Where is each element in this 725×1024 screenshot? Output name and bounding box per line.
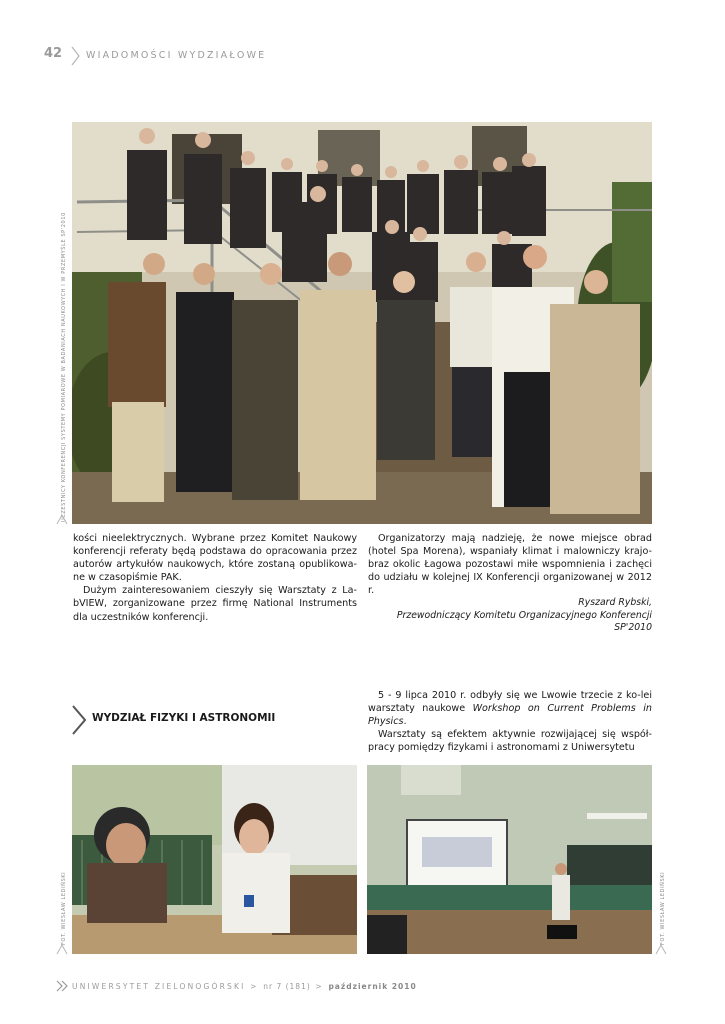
group-photo: [72, 122, 652, 524]
chevron-up-icon: [56, 942, 68, 956]
lecture-photo-left: [72, 765, 357, 954]
paragraph: Dużym zainteresowaniem cieszyły się Warsztaty z La-bVIEW, zorganizowane przez firmę National Instruments dla uczestników konferencji.: [73, 585, 357, 623]
footer: [72, 982, 417, 991]
footer-separator: >: [315, 982, 324, 991]
section2-column: [368, 689, 652, 754]
chevron-right-icon: [70, 704, 88, 736]
chevron-right-icon: [70, 45, 82, 67]
section-title: WYDZIAŁ FIZYKI I ASTRONOMII: [92, 712, 276, 724]
footer-date: październik 2010: [328, 982, 417, 991]
signature-role: Przewodniczący Komitetu Organizacyjnego Konferencji SP'2010: [396, 609, 652, 633]
footer-university: UNIWERSYTET ZIELONOGÓRSKI: [72, 982, 246, 991]
photo-credit: UCZESTNICY KONFERENCJI SYSTEMY POMIAROWE W BADANIACH NAUKOWYCH I W PRZEMYŚLE SP'2010: [61, 212, 67, 522]
footer-issue: nr 7 (181): [263, 982, 311, 991]
signature-name: Ryszard Rybski,: [578, 597, 652, 608]
photo-credit: FOT. WIESŁAW LEDIŃSKI: [660, 871, 666, 945]
section-header: WIADOMOŚCI WYDZIAŁOWE: [86, 50, 267, 61]
paragraph: 5 - 9 lipca 2010 r. odbyły się we Lwowie trzecie z ko-lei warsztaty naukowe Workshop on Current Problems in Physics.: [368, 690, 652, 728]
right-column: [368, 532, 652, 597]
paragraph: Warsztaty są efektem aktywnie rozwijającej się współ-pracy pomiędzy fizykami i astronomami z Uniwersytetu: [368, 729, 652, 754]
footer-separator: >: [250, 982, 259, 991]
paragraph: kości nieelektrycznych. Wybrane przez Komitet Naukowy konferencji referaty będą podstawa do opracowania przez autorów artykułów naukowych, które zostaną opublikowa-ne w czasopiśmie PAK.: [73, 533, 357, 584]
signature: [368, 597, 652, 635]
photo-credit: FOT. WIESŁAW LEDIŃSKI: [61, 871, 67, 945]
page-number: 42: [44, 46, 63, 61]
double-chevron-icon: [56, 980, 70, 992]
paragraph: Organizatorzy mają nadzieję, że nowe miejsce obrad (hotel Spa Morena), wspaniały klimat i malowniczy krajo-braz okolic Łagowa pozostawi miłe wspomnienia i zachęci do udziału w kolejnej IX Konferencji organizowanej w 2012 r.: [368, 533, 652, 597]
chevron-up-icon: [56, 512, 68, 526]
chevron-up-icon: [655, 942, 667, 956]
left-column: [73, 532, 357, 624]
lecture-photo-right: [367, 765, 652, 954]
